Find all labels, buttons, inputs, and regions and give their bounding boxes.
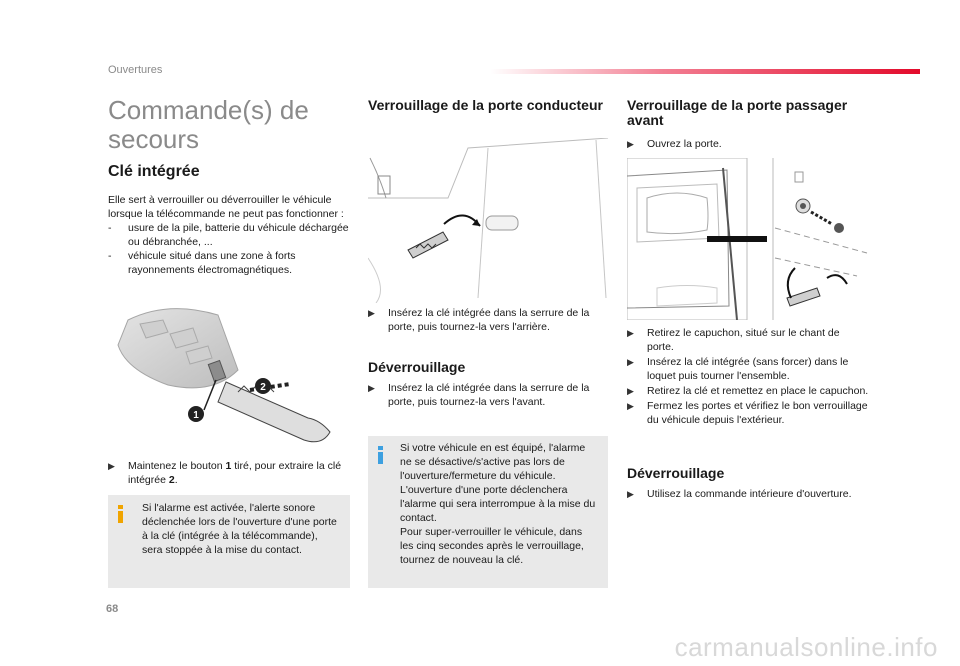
info-icon	[118, 505, 123, 523]
passenger-door-illustration	[627, 158, 869, 320]
arrow-bullet-icon: ▶	[627, 139, 634, 149]
info-box-alarm	[108, 495, 350, 588]
left-steps	[108, 459, 350, 488]
arrow-bullet-icon: ▶	[627, 489, 634, 499]
driver-unlock-title: Déverrouillage	[368, 359, 466, 375]
arrow-bullet-icon: ▶	[368, 383, 375, 393]
list-item	[627, 137, 869, 151]
step-text: Maintenez le bouton	[128, 460, 226, 472]
driver-unlock-steps	[368, 381, 610, 410]
list-item	[627, 384, 869, 398]
step-text: Insérez la clé intégrée dans la serrure de la porte, puis tournez-la vers l'avant.	[388, 382, 590, 408]
step-text: Utilisez la commande intérieure d'ouverture.	[647, 488, 852, 500]
list-item	[368, 306, 610, 334]
passenger-open-steps	[627, 137, 869, 152]
list-item: - usure de la pile, batterie du véhicule déchargée ou débranchée, ...	[108, 221, 350, 249]
step-number-2: 2	[168, 474, 175, 486]
list-item	[627, 326, 869, 354]
step-text: Ouvrez la porte.	[647, 138, 722, 150]
page-title-line2: secours	[108, 124, 200, 154]
watermark: carmanualsonline.info	[674, 632, 938, 662]
right-column	[627, 98, 869, 128]
passenger-unlock-steps	[627, 487, 869, 502]
causes-list	[108, 221, 350, 277]
step-text: tiré, pour extraire la clé intégrée	[128, 460, 342, 486]
passenger-lock-steps	[627, 326, 869, 428]
accent-bar	[490, 69, 920, 74]
step-text: Insérez la clé intégrée dans la serrure de la porte, puis tournez-la vers l'arrière.	[388, 307, 590, 333]
step-text: .	[174, 474, 178, 486]
list-item	[627, 355, 869, 383]
info-text: L'ouverture d'une porte déclenchera l'alarme qui sera interrompue à la mise du contact.	[400, 484, 596, 524]
step-text: Fermez les portes et vérifiez le bon verrouillage du véhicule depuis l'extérieur.	[647, 400, 868, 426]
page-title-line1: Commande(s) de	[108, 95, 309, 125]
list-item	[627, 399, 869, 427]
arrow-bullet-icon: ▶	[627, 401, 634, 411]
list-item	[108, 459, 350, 487]
list-item: - véhicule situé dans une zone à forts rayonnements électromagnétiques.	[108, 249, 350, 277]
callout-1-label: 1	[193, 410, 199, 421]
step-text: Retirez le capuchon, situé sur le chant de porte.	[647, 327, 840, 353]
step-number-1: 1	[225, 460, 232, 472]
info-text: Pour super-verrouiller le véhicule, dans les cinq secondes après le verrouillage, tournez de nouveau la clé.	[400, 526, 584, 566]
key-fob-illustration	[108, 300, 352, 450]
intro-text: Elle sert à verrouiller ou déverrouiller le véhicule lorsque la télécommande ne peut pas fonctionner :	[108, 194, 344, 220]
info-text: Si votre véhicule en est équipé, l'alarme ne se désactive/s'active pas lors de l'ouverture/fermeture du véhicule.	[400, 442, 586, 482]
arrow-bullet-icon: ▶	[368, 308, 375, 318]
driver-door-title: Verrouillage de la porte conducteur	[368, 97, 603, 113]
section-label: Ouvertures	[108, 64, 163, 76]
step-text: Retirez la clé et remettez en place le capuchon.	[647, 385, 869, 397]
passenger-door-title: Verrouillage de la porte passager avant	[627, 97, 848, 128]
list-item	[368, 381, 610, 409]
arrow-bullet-icon: ▶	[108, 461, 115, 471]
info-icon	[378, 446, 383, 464]
arrow-bullet-icon: ▶	[627, 386, 634, 396]
info-text: Si l'alarme est activée, l'alerte sonore déclenchée lors de l'ouverture d'une porte à la clé (intégrée à la télécommande), sera stoppée à la mise du contact.	[142, 502, 337, 556]
driver-door-illustration	[368, 138, 610, 303]
step-text: Insérez la clé intégrée (sans forcer) dans le loquet puis tourner l'ensemble.	[647, 356, 849, 382]
middle-column	[368, 98, 610, 113]
info-box-super-lock	[368, 436, 608, 588]
list-item	[627, 487, 869, 501]
arrow-bullet-icon: ▶	[627, 328, 634, 338]
page-title	[108, 96, 350, 154]
subtitle: Clé intégrée	[108, 163, 200, 180]
driver-lock-steps	[368, 306, 610, 335]
left-column	[108, 96, 350, 277]
passenger-unlock-title: Déverrouillage	[627, 465, 725, 481]
page-number: 68	[106, 603, 119, 615]
callout-2-label: 2	[260, 382, 266, 393]
arrow-bullet-icon: ▶	[627, 357, 634, 367]
